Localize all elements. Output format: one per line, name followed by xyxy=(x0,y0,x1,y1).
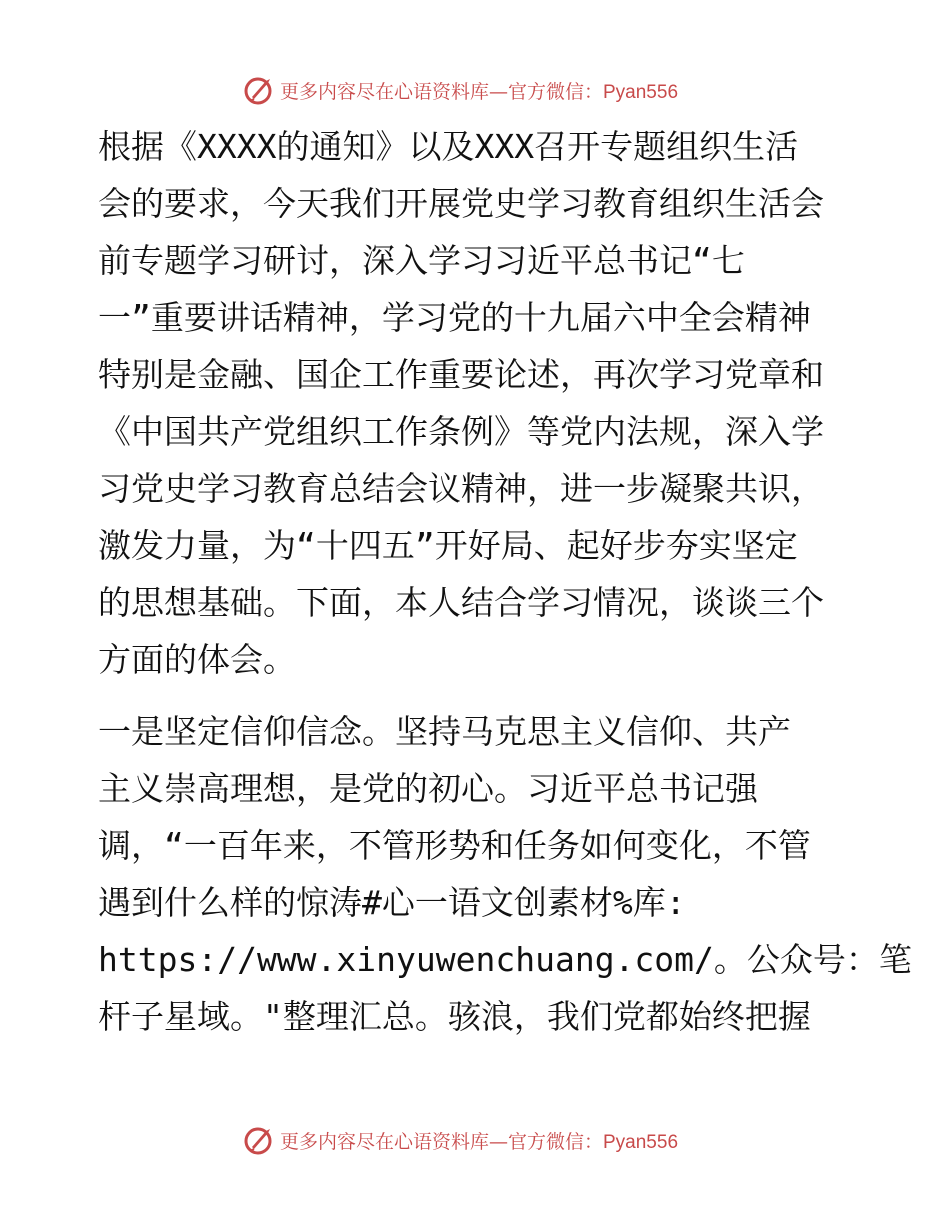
text-line: https://www.xinyuwenchuang.com/。公众号：笔 xyxy=(98,940,912,979)
text-line: 会的要求，今天我们开展党史学习教育组织生活会 xyxy=(98,184,824,223)
banner-brand: 更多内容尽在心语资料库 xyxy=(279,80,489,103)
text-line: 遇到什么样的惊涛#心一语文创素材%库: xyxy=(98,883,686,922)
banner-text xyxy=(280,77,678,104)
text-line: 根据《XXXX的通知》以及XXX召开专题组织生活 xyxy=(98,127,799,166)
text-line: 前专题学习研讨，深入学习习近平总书记“七 xyxy=(98,241,745,280)
footer-banner xyxy=(0,1120,950,1160)
text-line: 特别是金融、国企工作重要论述，再次学习党章和 xyxy=(98,355,824,394)
header-banner xyxy=(0,70,950,110)
text-line: 习党史学习教育总结会议精神，进一步凝聚共识， xyxy=(98,469,824,508)
banner-separator: — xyxy=(488,80,508,103)
paragraph-1 xyxy=(98,118,858,688)
banner-handle: Pyan556 xyxy=(603,1131,679,1153)
text-line: 一是坚定信仰信念。坚持马克思主义信仰、共产 xyxy=(98,712,791,751)
banner-text xyxy=(280,1127,678,1154)
text-line: 调，“一百年来，不管形势和任务如何变化，不管 xyxy=(98,826,811,865)
text-line: 的思想基础。下面，本人结合学习情况，谈谈三个 xyxy=(98,583,824,622)
text-line: 杆子星域。"整理汇总。骇浪，我们党都始终把握 xyxy=(98,997,811,1036)
banner-handle: Pyan556 xyxy=(603,81,679,103)
document-body xyxy=(98,118,912,1045)
text-line: 主义崇高理想，是党的初心。习近平总书记强 xyxy=(98,769,758,808)
text-line: 《中国共产党组织工作条例》等党内法规，深入学 xyxy=(98,412,824,451)
banner-separator: — xyxy=(488,1130,508,1153)
text-line: 方面的体会。 xyxy=(98,640,296,679)
text-line: 一”重要讲话精神，学习党的十九届六中全会精神 xyxy=(98,298,811,337)
paragraph-2 xyxy=(98,703,912,1045)
text-line: 激发力量，为“十四五”开好局、起好步夯实坚定 xyxy=(98,526,798,565)
banner-brand: 更多内容尽在心语资料库 xyxy=(279,1130,489,1153)
pen-logo-icon xyxy=(242,1123,276,1157)
banner-wechat-label: 官方微信： xyxy=(507,80,603,103)
pen-logo-icon xyxy=(242,73,276,107)
banner-wechat-label: 官方微信： xyxy=(507,1130,603,1153)
